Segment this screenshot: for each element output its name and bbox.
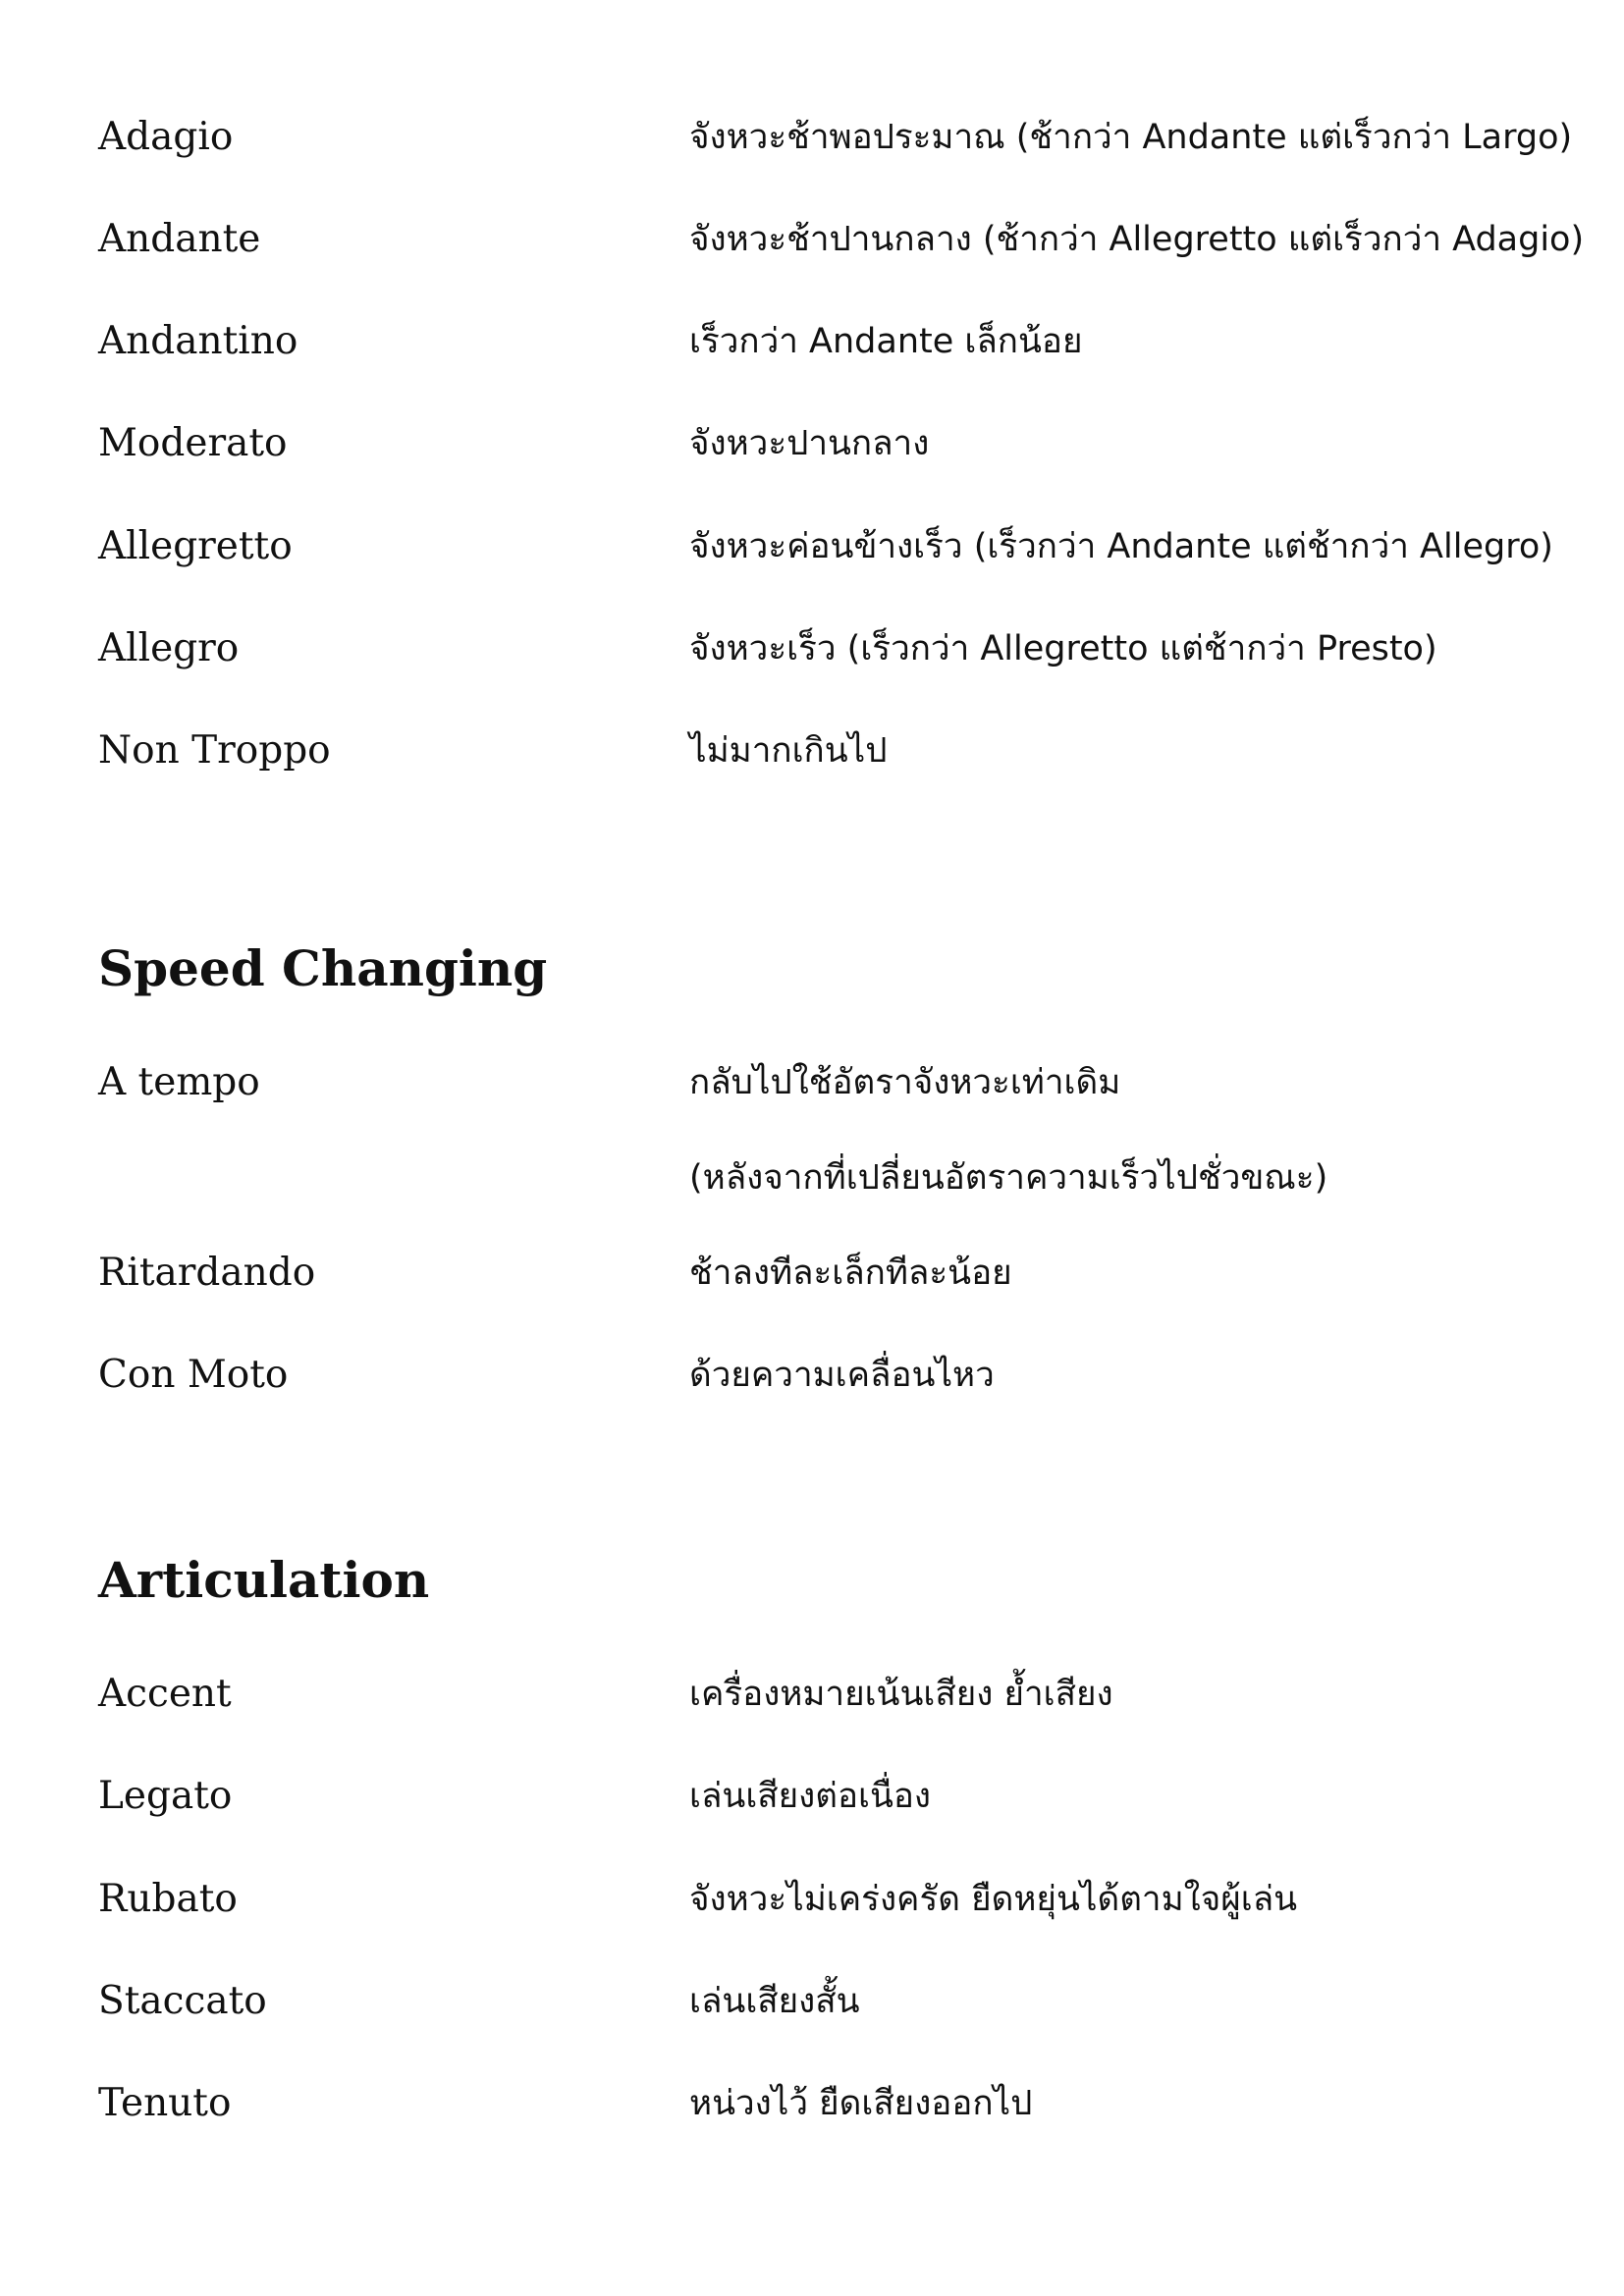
term-row xyxy=(0,721,1624,780)
term-name: Ritardando xyxy=(98,1251,316,1295)
term-row xyxy=(0,1972,1624,2031)
term-name: Moderato xyxy=(98,421,288,465)
term-name: Con Moto xyxy=(98,1353,289,1397)
term-definition: ไม่มากเกินไป xyxy=(689,731,888,771)
term-row xyxy=(0,2074,1624,2133)
term-row xyxy=(0,1244,1624,1303)
term-name: Legato xyxy=(98,1774,233,1818)
term-row xyxy=(0,517,1624,576)
term-row xyxy=(0,619,1624,678)
term-definition: จังหวะเร็ว (เร็วกว่า Allegretto แต่ช้ากว่า Presto) xyxy=(689,629,1437,668)
term-row xyxy=(0,108,1624,167)
term-definition: เร็วกว่า Andante เล็กน้อย xyxy=(689,322,1083,361)
term-definition: เล่นเสียงต่อเนื่อง xyxy=(689,1777,932,1816)
term-definition: หน่วงไว้ ยืดเสียงออกไป xyxy=(689,2084,1033,2123)
term-definition: จังหวะไม่เคร่งครัด ยืดหยุ่นได้ตามใจผู้เล่น xyxy=(689,1880,1298,1919)
term-row xyxy=(0,414,1624,473)
term-name: Allegro xyxy=(98,626,240,670)
term-definition: กลับไปใช้อัตราจังหวะเท่าเดิม xyxy=(689,1063,1121,1102)
term-name: Adagio xyxy=(98,115,234,159)
term-definition-note: (หลังจากที่เปลี่ยนอัตราความเร็วไปชั่วขณะ) xyxy=(689,1158,1328,1198)
term-name: Tenuto xyxy=(98,2081,232,2125)
term-name: Rubato xyxy=(98,1877,238,1921)
term-definition: เล่นเสียงสั้น xyxy=(689,1982,860,2021)
term-row xyxy=(0,210,1624,269)
term-definition: จังหวะค่อนข้างเร็ว (เร็วกว่า Andante แต่ช้ากว่า Allegro) xyxy=(689,527,1553,566)
term-definition: ช้าลงทีละเล็กทีละน้อย xyxy=(689,1254,1012,1293)
term-name: Andantino xyxy=(98,319,298,363)
term-note-row xyxy=(0,1148,1624,1207)
term-row xyxy=(0,1346,1624,1405)
term-definition: จังหวะช้าปานกลาง (ช้ากว่า Allegretto แต่เร็วกว่า Adagio) xyxy=(689,220,1585,259)
section-heading-speed-changing: Speed Changing xyxy=(98,939,548,997)
term-name: Accent xyxy=(98,1672,232,1716)
term-definition: จังหวะช้าพอประมาณ (ช้ากว่า Andante แต่เร็วกว่า Largo) xyxy=(689,118,1573,157)
term-definition: ด้วยความเคลื่อนไหว xyxy=(689,1356,995,1395)
term-name: Allegretto xyxy=(98,524,293,568)
term-row xyxy=(0,1870,1624,1929)
term-name: A tempo xyxy=(98,1060,260,1104)
term-row xyxy=(0,312,1624,371)
term-definition: เครื่องหมายเน้นเสียง ย้ำเสียง xyxy=(689,1675,1113,1714)
term-name: Staccato xyxy=(98,1979,267,2023)
term-name: Andante xyxy=(98,217,261,261)
section-heading-articulation: Articulation xyxy=(98,1551,430,1609)
term-row xyxy=(0,1053,1624,1112)
term-definition: จังหวะปานกลาง xyxy=(689,424,930,463)
term-name: Non Troppo xyxy=(98,728,331,773)
term-row xyxy=(0,1767,1624,1826)
term-row xyxy=(0,1665,1624,1724)
